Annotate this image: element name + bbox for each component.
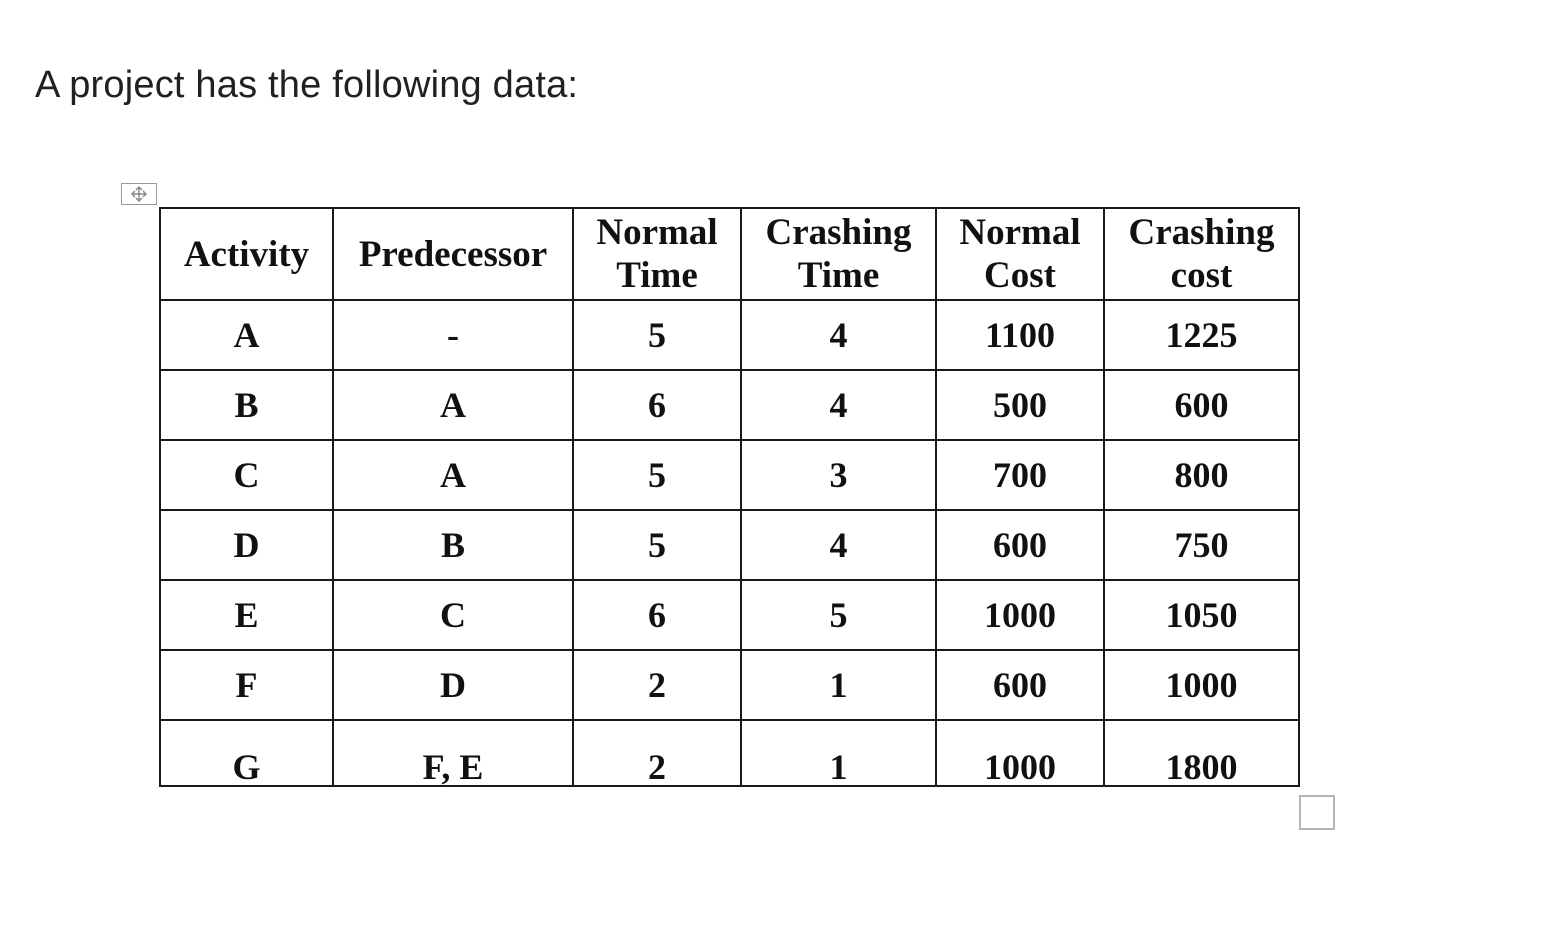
table-cell: 600 bbox=[936, 650, 1104, 720]
header-predecessor: Predecessor bbox=[333, 208, 573, 300]
table-cell: - bbox=[333, 300, 573, 370]
table-cell: 700 bbox=[936, 440, 1104, 510]
header-row bbox=[160, 208, 1299, 300]
project-data-table bbox=[159, 207, 1300, 787]
table-cell: 4 bbox=[741, 510, 936, 580]
table-cell: 1 bbox=[741, 720, 936, 786]
table-cell: 4 bbox=[741, 300, 936, 370]
table-cell: 1000 bbox=[936, 580, 1104, 650]
table-cell: 4 bbox=[741, 370, 936, 440]
table-cell: 3 bbox=[741, 440, 936, 510]
table-cell: 1225 bbox=[1104, 300, 1299, 370]
table-cell: 500 bbox=[936, 370, 1104, 440]
table-cell: 600 bbox=[1104, 370, 1299, 440]
table-cell: C bbox=[333, 580, 573, 650]
header-normal-cost: Normal Cost bbox=[936, 208, 1104, 300]
table-row bbox=[160, 580, 1299, 650]
table-cell: B bbox=[160, 370, 333, 440]
table-cell: 1000 bbox=[936, 720, 1104, 786]
table-row bbox=[160, 300, 1299, 370]
table-cell: 1000 bbox=[1104, 650, 1299, 720]
table-cell: G bbox=[160, 720, 333, 786]
header-normal-time: Normal Time bbox=[573, 208, 741, 300]
table-cell: 1 bbox=[741, 650, 936, 720]
table-cell: F bbox=[160, 650, 333, 720]
table-move-icon[interactable] bbox=[121, 183, 157, 205]
table-cell: 800 bbox=[1104, 440, 1299, 510]
table-row bbox=[160, 650, 1299, 720]
table-row bbox=[160, 510, 1299, 580]
table-cell: 1050 bbox=[1104, 580, 1299, 650]
table-cell: 600 bbox=[936, 510, 1104, 580]
table-cell: 2 bbox=[573, 720, 741, 786]
table-cell: 5 bbox=[573, 510, 741, 580]
table-cell: C bbox=[160, 440, 333, 510]
table-resize-icon[interactable] bbox=[1299, 795, 1335, 830]
table-row bbox=[160, 440, 1299, 510]
table-cell: 6 bbox=[573, 580, 741, 650]
table-cell: 5 bbox=[573, 440, 741, 510]
table-cell: E bbox=[160, 580, 333, 650]
table-cell: 6 bbox=[573, 370, 741, 440]
table-cell: 1100 bbox=[936, 300, 1104, 370]
intro-text: A project has the following data: bbox=[35, 64, 579, 106]
table-cell: 5 bbox=[573, 300, 741, 370]
header-crashing-cost: Crashing cost bbox=[1104, 208, 1299, 300]
table-cell: D bbox=[160, 510, 333, 580]
table-cell: 1800 bbox=[1104, 720, 1299, 786]
table-cell: A bbox=[160, 300, 333, 370]
table-row bbox=[160, 720, 1299, 786]
table-cell: 750 bbox=[1104, 510, 1299, 580]
table-cell: 2 bbox=[573, 650, 741, 720]
table-cell: B bbox=[333, 510, 573, 580]
table-cell: F, E bbox=[333, 720, 573, 786]
table-cell: A bbox=[333, 440, 573, 510]
table-cell: 5 bbox=[741, 580, 936, 650]
table-row bbox=[160, 370, 1299, 440]
table-cell: D bbox=[333, 650, 573, 720]
header-crashing-time: Crashing Time bbox=[741, 208, 936, 300]
table-cell: A bbox=[333, 370, 573, 440]
header-activity: Activity bbox=[160, 208, 333, 300]
